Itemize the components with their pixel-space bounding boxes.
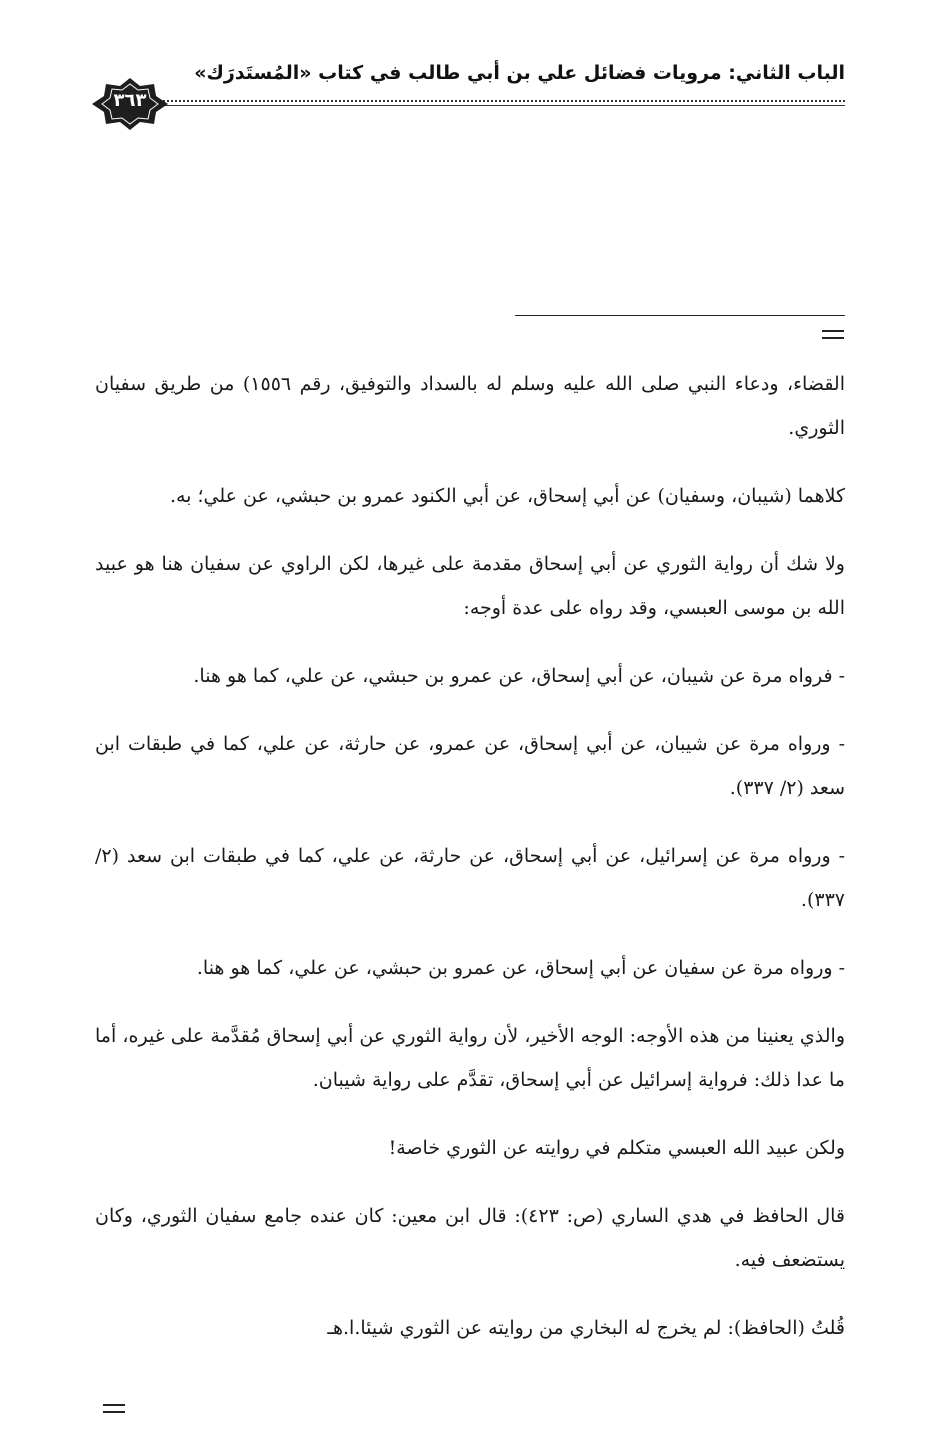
continuation-mark-top	[822, 330, 844, 338]
running-title: الباب الثاني: مرويات فضائل علي بن أبي طالب في كتاب «المُستَدرَك»	[194, 62, 845, 84]
paragraph: قال الحافظ في هدي الساري (ص: ٤٢٣): قال ابن معين: كان عنده جامع سفيان الثوري، وكان يستضعف فيه.	[95, 1205, 845, 1271]
paragraph: ولا شك أن رواية الثوري عن أبي إسحاق مقدمة على غيرها، لكن الراوي عن سفيان هنا هو عبيد الله بن موسى العبسي، وقد رواه على عدة أوجه:	[95, 553, 845, 619]
page-number: ٣٦٣	[113, 90, 147, 111]
footnote-separator	[515, 315, 845, 316]
paragraph: - فرواه مرة عن شيبان، عن أبي إسحاق، عن عمرو بن حبشي، عن علي، كما هو هنا.	[193, 665, 845, 687]
paragraph: القضاء، ودعاء النبي صلى الله عليه وسلم له بالسداد والتوفيق، رقم ١٥٥٦) من طريق سفيان الثوري.	[95, 373, 845, 439]
continuation-mark-bottom	[103, 1404, 125, 1412]
page-number-badge	[92, 78, 168, 130]
paragraph: والذي يعنينا من هذه الأوجه: الوجه الأخير، لأن رواية الثوري عن أبي إسحاق مُقدَّمة على غيره، أما ما عدا ذلك: فرواية إسرائيل عن أبي إسحاق، تقدَّم على رواية شيبان.	[95, 1025, 845, 1091]
paragraph: - ورواه مرة عن شيبان، عن أبي إسحاق، عن عمرو، عن حارثة، عن علي، كما في طبقات ابن سعد (٢/ ٣٣٧).	[95, 733, 845, 799]
paragraph: كلاهما (شيبان، وسفيان) عن أبي إسحاق، عن أبي الكنود عمرو بن حبشي، عن علي؛ به.	[169, 485, 845, 507]
paragraph: - ورواه مرة عن سفيان عن أبي إسحاق، عن عمرو بن حبشي، عن علي، كما هو هنا.	[196, 957, 845, 979]
paragraph: - ورواه مرة عن إسرائيل، عن أبي إسحاق، عن حارثة، عن علي، كما في طبقات ابن سعد (٢/ ٣٣٧).	[95, 845, 845, 911]
footnote-text	[95, 362, 845, 1374]
paragraph: قُلتُ (الحافظ): لم يخرج له البخاري من روايته عن الثوري شيئا.ا.هـ	[327, 1317, 845, 1339]
paragraph: ولكن عبيد الله العبسي متكلم في روايته عن الثوري خاصة!	[388, 1137, 845, 1159]
header-dotted-rule	[158, 100, 845, 102]
header-rule	[158, 105, 845, 106]
